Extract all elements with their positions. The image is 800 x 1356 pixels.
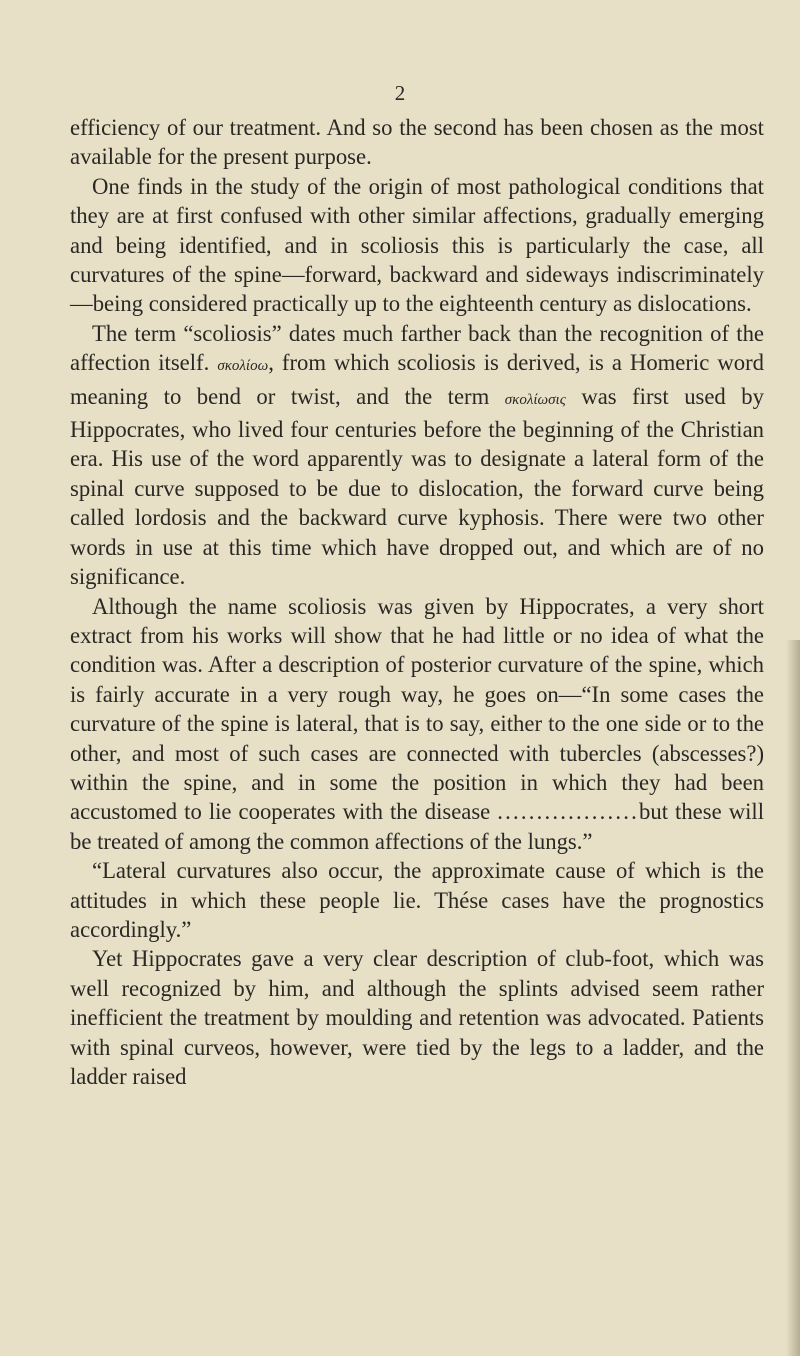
paragraph-3-text-a: The term “scoliosis” dates much farther back than the recognition of the affection itself. <box>70 320 764 376</box>
paragraph-5: “Lateral curvatures also occur, the approximate cause of which is the attitudes in which these people lie. Thése cases have the prognostics accordingly.” <box>70 858 764 942</box>
greek-word-skoliosis: σκολίωσις <box>504 391 566 408</box>
page-edge-shadow <box>786 640 800 1356</box>
paragraph-4-text-a: Although the name scoliosis was given by Hippocrates, a very short extract from his works will show that he had little or no idea of what the condition was. After a description of posterior curvature of the spine, which is fairly accurate in a very rough way, he goes on—“In some cases the curvature of the spine is lateral, that is to say, either to the one side or to the other, and most of such cases are connected with tubercles (abscesses?) within the spine, and in some the position in which they had been accustomed to lie cooperates with the disease <box>70 593 764 825</box>
paragraph-3 <box>70 319 764 592</box>
paragraph-6: Yet Hippocrates gave a very clear description of club-foot, which was well recognized by him, and although the splints advised seem rather inefficient the treatment by moulding and retention was advocated. Patients with spinal curveos, however, were tied by the legs to a ladder, and the ladder raised <box>70 946 764 1089</box>
page-number: 2 <box>394 81 406 105</box>
paragraph-1: efficiency of our treatment. And so the second has been chosen as the most available for the present purpose. <box>70 115 764 170</box>
paragraph-4-text-b: but these will be treated of among the common affections of the lungs.” <box>70 799 764 854</box>
ellipsis-dots: .................. <box>497 799 639 825</box>
paragraph-4 <box>70 592 764 857</box>
paragraph-3-text-b: , from which scoliosis is derived, is a Homeric word meaning to bend or twist, and the term <box>70 350 764 409</box>
greek-word-skolioo: σκολίοω <box>217 358 269 375</box>
body-text <box>70 113 764 1091</box>
paragraph-3-text-c: was first used by Hippocrates, who lived four centuries before the beginning of the Christian era. His use of the word apparently was to designate a lateral form of the spinal curve supposed to be due to dislocation, the forward curve being called lordosis and the backward curve kyphosis. There were two other words in use at this time which have dropped out, and which are of no significance. <box>70 383 764 590</box>
paragraph-2: One finds in the study of the origin of most pathological conditions that they are at first confused with other similar affections, gradually emerging and being identified, and in scoliosis this is particularly the case, all curvatures of the spine—forward, backward and sideways indiscriminately—being considered practically up to the eighteenth century as dislocations. <box>70 173 764 317</box>
